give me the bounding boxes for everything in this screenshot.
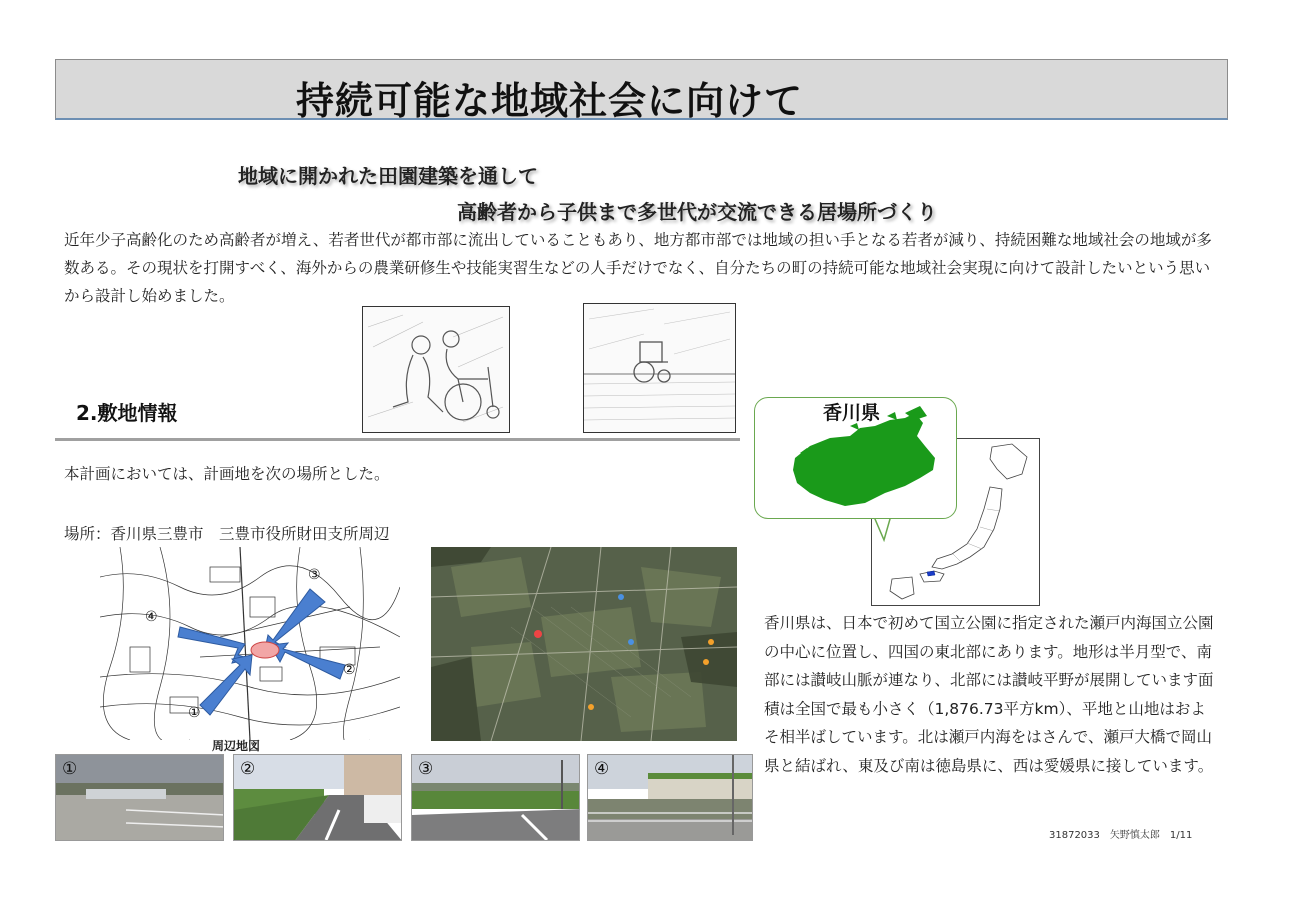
street-photo-1 <box>55 754 224 841</box>
photo-number-4: ④ <box>594 759 610 779</box>
street-photo-4 <box>587 754 753 841</box>
map-marker-4: ④ <box>145 609 158 625</box>
subtitle-line-2: 高齢者から子供まで多世代が交流できる居場所づくり <box>457 200 937 224</box>
map-marker-3: ③ <box>308 567 321 583</box>
intro-paragraph: 近年少子高齢化のため高齢者が増え、若者世代が都市部に流出していることもあり、地方都市部では地域の担い手となる若者が減り、持続困難な地域社会の地域が多数ある。その現状を打開すべく、海外からの農業研修生や技能実習生などの人手だけでなく、自分たちの町の持続可能な地域社会実現に向けて設計したいという思いから設計し始めました。 <box>64 231 1212 305</box>
photo-number-1: ① <box>62 759 78 779</box>
footer-page-info: 31872033 矢野慎太郎 1/11 <box>1049 830 1193 841</box>
section-divider <box>55 438 740 441</box>
photo-number-2: ② <box>240 759 256 779</box>
page-title: 持続可能な地域社会に向けて <box>296 79 804 123</box>
surrounding-map <box>100 547 400 740</box>
street-photo-3 <box>411 754 580 841</box>
street-photo-2 <box>233 754 402 841</box>
photo-number-3: ③ <box>418 759 434 779</box>
subtitle-line-1: 地域に開かれた田園建築を通して <box>238 164 538 188</box>
sketch-tractor-image <box>583 303 736 433</box>
map-caption: 周辺地図 <box>212 739 261 753</box>
kagawa-description: 香川県は、日本で初めて国立公園に指定された瀬戸内海国立公園の中心に位置し、四国の東北部にあります。地形は半月型で、南部には讃岐山脈が連なり、北部には讃岐平野が展開しています面積は全国で最も小さく（1,876.73平方km）、平地と山地はおよそ相半ばしています。北は瀬戸内海をはさんで、瀬戸大橋で岡山県と結ばれ、東及び南は徳島県に、西は愛媛県に接しています。 <box>764 614 1214 775</box>
kagawa-title: 香川県 <box>823 402 881 424</box>
section-heading-site-info: 2.敷地情報 <box>76 401 178 425</box>
map-marker-1: ① <box>188 705 201 721</box>
map-marker-2: ② <box>343 662 356 678</box>
site-location: 場所：香川県三豊市 三豊市役所財田支所周辺 <box>64 525 390 543</box>
site-paragraph: 本計画においては、計画地を次の場所とした。 <box>64 465 390 483</box>
sketch-elderly-image <box>362 306 510 433</box>
satellite-image <box>431 547 737 741</box>
